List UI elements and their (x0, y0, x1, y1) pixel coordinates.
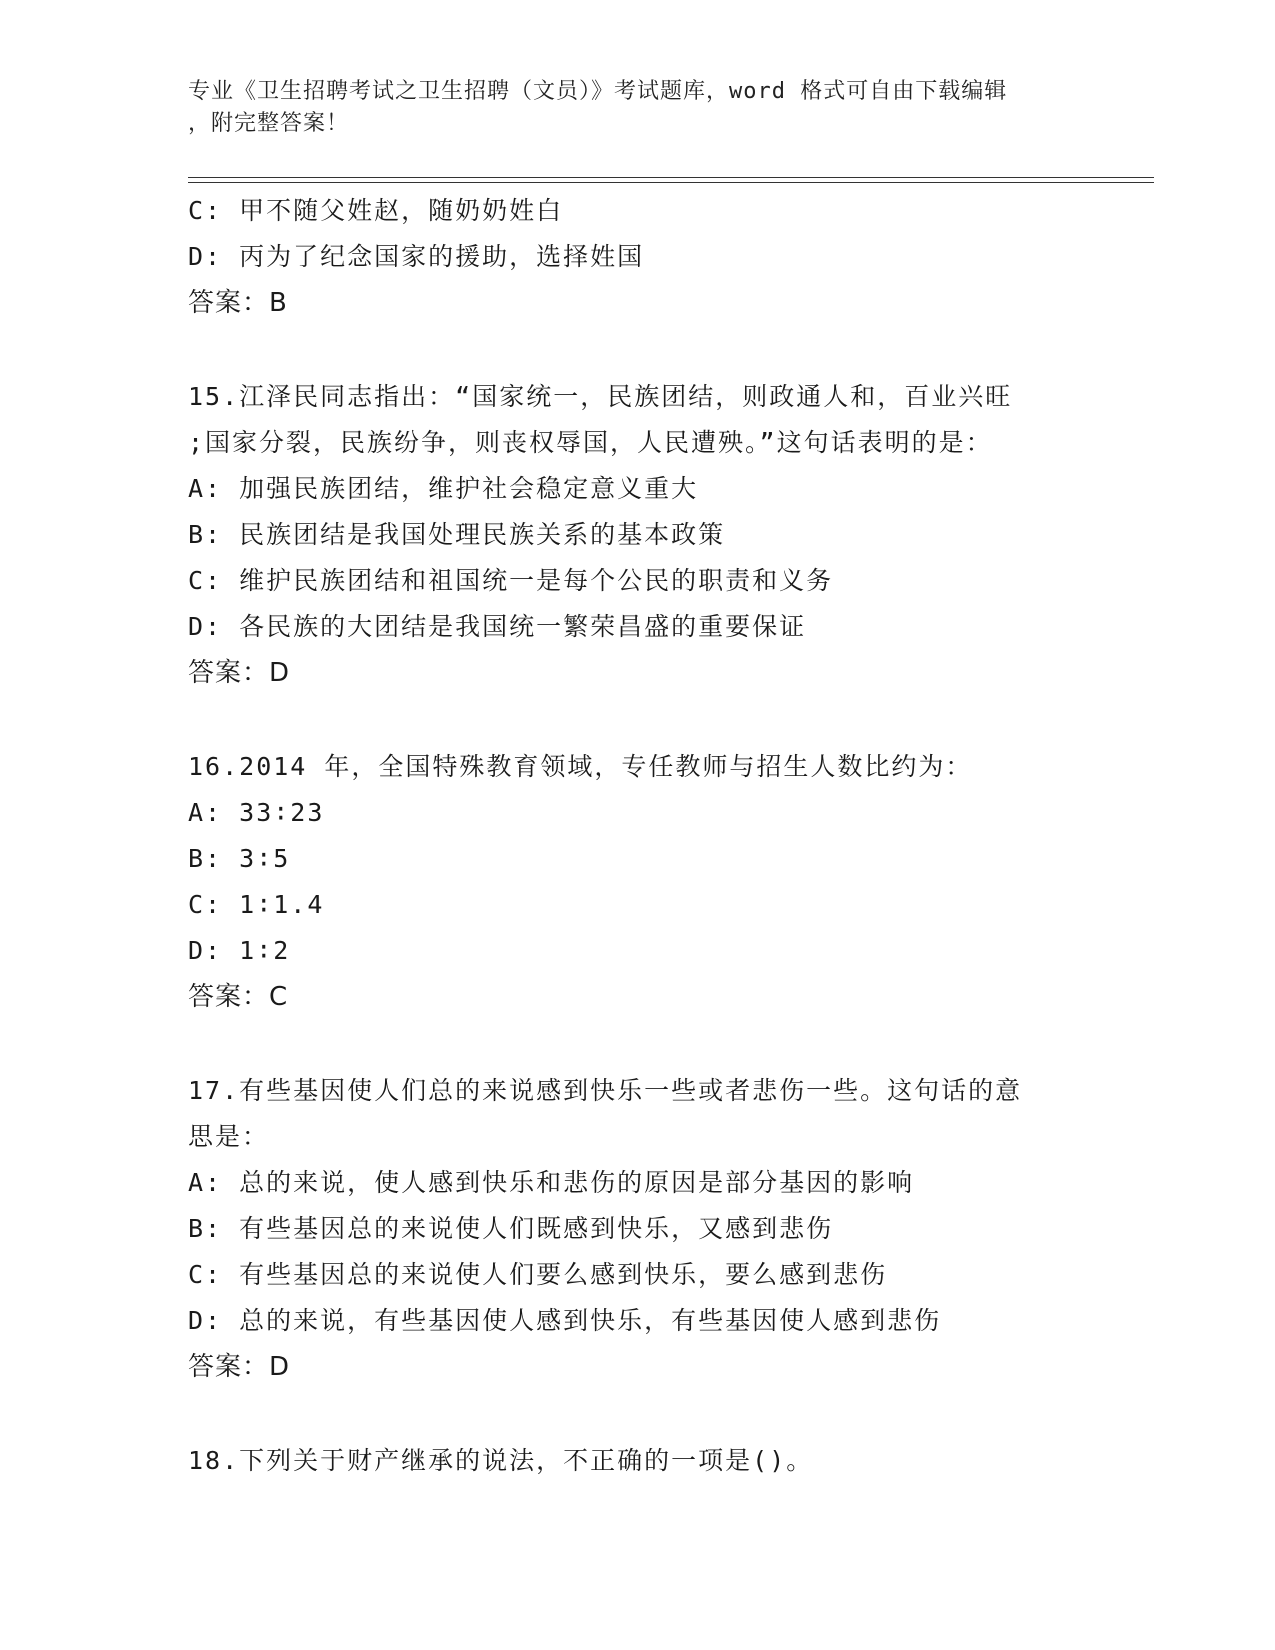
spacer (188, 326, 1088, 374)
question-14-tail (188, 188, 1088, 326)
answer-line: 答案：B (188, 288, 288, 318)
option-c: C: 有些基因总的来说使人们要么感到快乐，要么感到悲伤 (188, 1260, 888, 1289)
option-a: A: 总的来说，使人感到快乐和悲伤的原因是部分基因的影响 (188, 1168, 915, 1197)
option-b: B: 3∶5 (188, 844, 291, 873)
spacer (188, 1390, 1088, 1438)
option-a: A: 33∶23 (188, 798, 325, 827)
spacer (188, 1020, 1088, 1068)
header-divider-top (188, 177, 1154, 178)
answer-line: 答案：D (188, 658, 291, 688)
question-stem: 15.江泽民同志指出：“国家统一，民族团结，则政通人和，百业兴旺 (188, 382, 1013, 411)
header-divider-bottom (188, 182, 1154, 183)
page-header (188, 76, 1088, 140)
option-d: D: 丙为了纪念国家的援助，选择姓国 (188, 242, 645, 271)
question-stem: 18.下列关于财产继承的说法，不正确的一项是()。 (188, 1446, 814, 1475)
option-d: D: 总的来说，有些基因使人感到快乐，有些基因使人感到悲伤 (188, 1306, 942, 1335)
header-line-2: ，附完整答案！ (188, 111, 350, 136)
question-18 (188, 1438, 1088, 1484)
option-c: C: 甲不随父姓赵，随奶奶姓白 (188, 196, 564, 225)
option-b: B: 民族团结是我国处理民族关系的基本政策 (188, 520, 726, 549)
answer-line: 答案：D (188, 1352, 291, 1382)
question-stem: 17.有些基因使人们总的来说感到快乐一些或者悲伤一些。这句话的意 (188, 1076, 1023, 1105)
option-c: C: 1∶1.4 (188, 890, 325, 919)
question-16 (188, 744, 1088, 1020)
option-d: D: 各民族的大团结是我国统一繁荣昌盛的重要保证 (188, 612, 807, 641)
header-line-1: 专业《卫生招聘考试之卫生招聘（文员）》考试题库，word 格式可自由下载编辑 (188, 79, 1008, 104)
option-d: D: 1∶2 (188, 936, 291, 965)
answer-line: 答案：C (188, 982, 289, 1012)
spacer (188, 696, 1088, 744)
question-list (188, 188, 1088, 1484)
option-b: B: 有些基因总的来说使人们既感到快乐，又感到悲伤 (188, 1214, 834, 1243)
question-stem: 16.2014 年，全国特殊教育领域，专任教师与招生人数比约为： (188, 752, 973, 781)
question-15 (188, 374, 1088, 696)
option-c: C: 维护民族团结和祖国统一是每个公民的职责和义务 (188, 566, 834, 595)
question-stem-cont: 思是： (188, 1122, 270, 1151)
question-stem-cont: ;国家分裂，民族纷争，则丧权辱国，人民遭殃。”这句话表明的是： (188, 428, 993, 457)
question-17 (188, 1068, 1088, 1390)
option-a: A: 加强民族团结，维护社会稳定意义重大 (188, 474, 699, 503)
